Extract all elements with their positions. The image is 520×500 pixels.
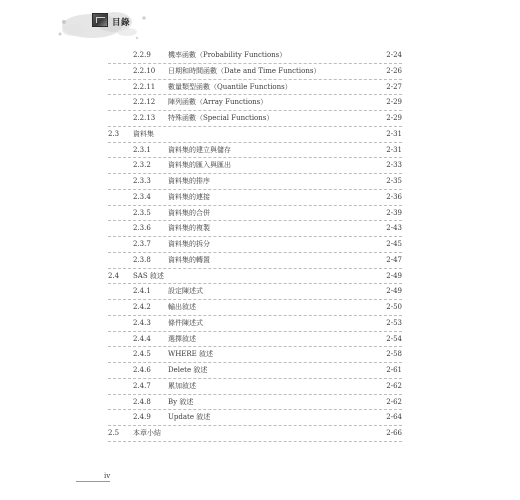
toc-entry-number: 2.5 [108, 429, 120, 437]
toc-entry[interactable] [108, 221, 402, 237]
toc-entry-page: 2-43 [386, 224, 402, 233]
toc-entry-page: 2-50 [386, 303, 402, 311]
footer-divider [76, 481, 110, 482]
toc-entry-title: WHERE 敘述 [168, 350, 214, 359]
toc-entry-number: 2.4.3 [133, 318, 151, 327]
toc-entry-number: 2.3.8 [133, 255, 151, 264]
toc-entry-number: 2.4.1 [133, 287, 151, 296]
toc-entry-number: 2.3.3 [133, 177, 151, 185]
page-number: iv [104, 472, 111, 480]
toc-entry-number: 2.4.6 [133, 366, 151, 374]
toc-entry-page: 2-24 [386, 51, 402, 59]
toc-entry-number: 2.4.2 [133, 303, 151, 311]
toc-entry[interactable] [108, 300, 402, 316]
toc-entry-page: 2-33 [386, 161, 402, 170]
toc-entry-title: 資料集的轉置 [168, 255, 210, 264]
toc-entry-title: SAS 敘述 [133, 271, 164, 280]
toc-entry-title: 資料集的匯入與匯出 [168, 161, 231, 170]
toc-entry-page: 2-62 [386, 397, 402, 406]
toc-entry[interactable] [108, 127, 402, 143]
toc-entry[interactable] [108, 363, 402, 379]
toc-entry-number: 2.2.10 [133, 66, 156, 75]
toc-entry-number: 2.3.1 [133, 145, 151, 154]
toc-entry-page: 2-29 [386, 98, 402, 107]
toc-entry-number: 2.4.5 [133, 350, 151, 359]
toc-entry-title: 輸出敘述 [168, 303, 196, 311]
toc-entry-page: 2-36 [386, 192, 402, 201]
toc-entry-number: 2.4.9 [133, 413, 151, 422]
toc-entry[interactable] [108, 80, 402, 96]
toc-entry-title: 資料集的建立與儲存 [168, 145, 231, 154]
toc-entry-title: 本章小結 [133, 429, 161, 437]
toc-entry[interactable] [108, 316, 402, 332]
toc-entry-number: 2.3.6 [133, 224, 151, 233]
toc-entry-page: 2-61 [386, 366, 402, 374]
toc-entry-page: 2-64 [386, 413, 402, 422]
toc-entry-title: Update 敘述 [168, 413, 211, 422]
toc-entry-number: 2.3.2 [133, 161, 151, 170]
toc-entry[interactable] [108, 410, 402, 426]
toc-entry-title: 資料集的拆分 [168, 240, 210, 248]
toc-entry-title: Delete 敘述 [168, 366, 208, 374]
toc-entry-page: 2-35 [386, 177, 402, 185]
toc-entry[interactable] [108, 206, 402, 222]
toc-entry-title: 資料集的合併 [168, 208, 210, 217]
toc-entry-title: 設定陳述式 [168, 287, 203, 296]
toc-entry-number: 2.4.7 [133, 381, 151, 390]
toc-entry-number: 2.3.7 [133, 240, 151, 248]
toc-entry-page: 2-45 [386, 240, 402, 248]
toc-entry-number: 2.2.11 [133, 82, 156, 91]
toc-entry-title: 陣列函數（Array Functions） [168, 98, 268, 107]
toc-entry[interactable] [108, 143, 402, 159]
toc-entry[interactable] [108, 174, 402, 190]
toc-entry-number: 2.4.8 [133, 397, 151, 406]
toc-entry[interactable] [108, 269, 402, 285]
toc-entry-number: 2.3 [108, 129, 120, 138]
toc-entry-title: 選擇敘述 [168, 334, 196, 343]
toc-entry-number: 2.2.12 [133, 98, 156, 107]
toc-entry-title: 資料集的複製 [168, 224, 210, 233]
toc-entry[interactable] [108, 253, 402, 269]
toc-entry[interactable] [108, 426, 402, 442]
toc-entry-page: 2-66 [386, 429, 402, 437]
toc-entry-page: 2-39 [386, 208, 402, 217]
toc-entry[interactable] [108, 379, 402, 395]
toc-entry-title: 條件陳述式 [168, 318, 203, 327]
toc-entry-page: 2-27 [386, 82, 402, 91]
toc-entry-title: 日期和時間函數（Date and Time Functions） [168, 66, 321, 75]
toc-entry[interactable] [108, 284, 402, 300]
toc-entry-title: 資料集 [133, 129, 154, 138]
toc-entry-page: 2-26 [386, 66, 402, 75]
toc-entry[interactable] [108, 111, 402, 127]
toc-entry-page: 2-29 [386, 114, 402, 122]
toc-entry-title: 資料集的連接 [168, 192, 210, 201]
toc-entry[interactable] [108, 64, 402, 80]
toc-entry-number: 2.4.4 [133, 334, 151, 343]
toc-entry-number: 2.3.5 [133, 208, 151, 217]
toc-entry-title: 累加敘述 [168, 381, 196, 390]
page-title: 目錄 [112, 18, 131, 28]
toc-entry[interactable] [108, 237, 402, 253]
toc-entry-title: 數量類型函數（Quantile Functions） [168, 82, 292, 91]
toc-entry[interactable] [108, 332, 402, 348]
toc-entry[interactable] [108, 48, 402, 64]
toc-entry[interactable] [108, 190, 402, 206]
toc-entry-number: 2.3.4 [133, 192, 151, 201]
toc-entry[interactable] [108, 158, 402, 174]
toc-entry-number: 2.2.13 [133, 114, 156, 122]
toc-entry-page: 2-49 [386, 271, 402, 280]
toc-entry-page: 2-54 [386, 334, 402, 343]
book-icon [92, 13, 108, 27]
toc-entry-number: 2.2.9 [133, 51, 151, 59]
toc-entry-page: 2-58 [386, 350, 402, 359]
toc-entry-page: 2-49 [386, 287, 402, 296]
toc-entry-page: 2-53 [386, 318, 402, 327]
toc-entry-title: 機率函數（Probability Functions） [168, 51, 287, 59]
toc-entry[interactable] [108, 95, 402, 111]
toc-entry-page: 2-62 [386, 381, 402, 390]
toc-entry-page: 2-31 [386, 145, 402, 154]
toc-entry-page: 2-47 [386, 255, 402, 264]
toc-entry-title: By 敘述 [168, 397, 194, 406]
toc-entry[interactable] [108, 395, 402, 411]
toc-entry-title: 資料集的排序 [168, 177, 210, 185]
toc-entry-page: 2-31 [386, 129, 402, 138]
toc-entry-title: 特殊函數（Special Functions） [168, 114, 274, 122]
toc-entry-number: 2.4 [108, 271, 120, 280]
table-of-contents [108, 48, 402, 442]
toc-entry[interactable] [108, 347, 402, 363]
